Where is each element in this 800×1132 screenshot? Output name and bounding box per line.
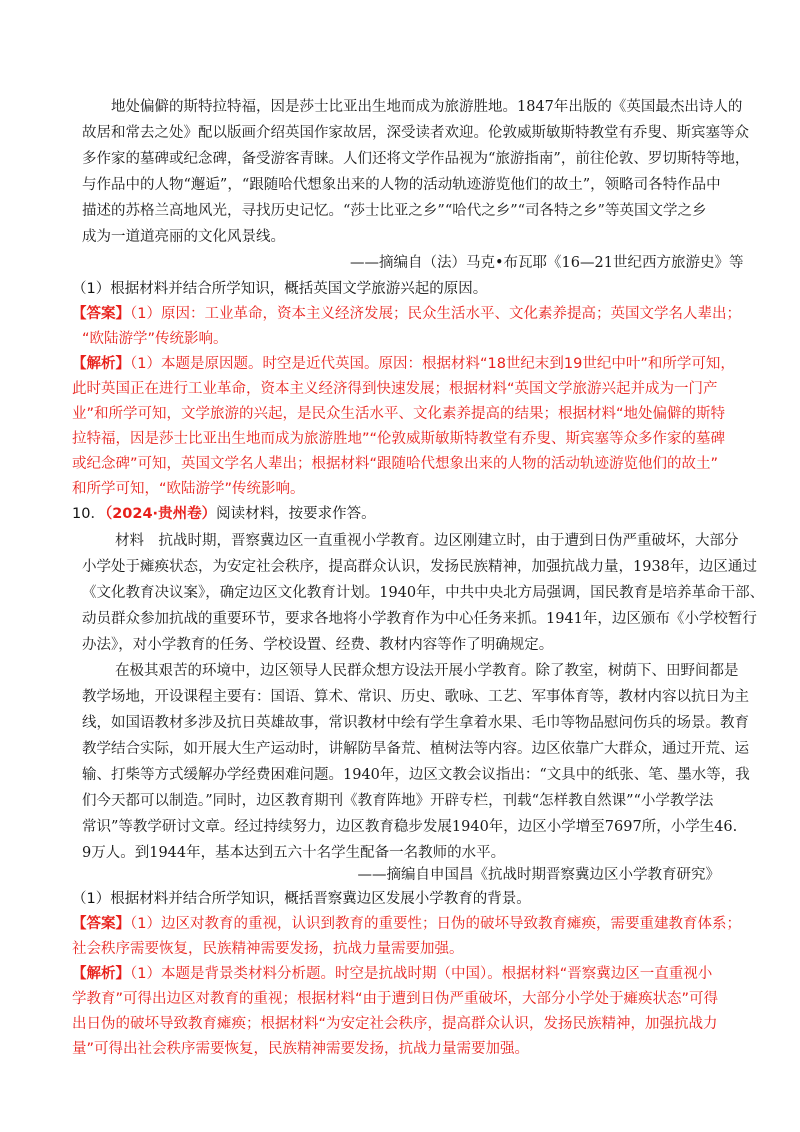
analysis-10-line: 量”可得出社会秩序需要恢复，民族精神需要发扬，抗战力量需要加强。 [72, 1041, 530, 1057]
analysis-9-line: 或纪念碑”可知，英国文学名人辈出；根据材料“跟随哈代想象出来的人物的活动轨迹游览他们的故土” [72, 456, 719, 472]
analysis-tag: 【解析】 [72, 356, 130, 372]
material-1-line: 成为一道道亮丽的文化风景线。 [82, 229, 285, 245]
analysis-tag: 【解析】 [72, 966, 130, 982]
analysis-10-line: 出日伪的破坏导致教育瘫痪；根据材料“为安定社会秩序，提高群众认识，发扬民族精神，加强抗战力 [72, 1016, 718, 1032]
material-2-line: 9万人。到1944年，基本达到五六十名学生配备一名教师的水平。 [82, 845, 506, 861]
analysis-9-line: 拉特福，因是莎士比亚出生地而成为旅游胜地”“伦敦威斯敏斯特教堂有乔叟、斯宾塞等众多作家的墓碑 [72, 431, 726, 447]
answer-10-cont: 社会秩序需要恢复，民族精神需要发扬，抗战力量需要加强。 [72, 941, 464, 957]
analysis-text: （1）本题是背景类材料分析题。时空是抗战时期（中国）。根据材料“晋察冀边区一直重视小 [130, 966, 713, 982]
material-1-line: 与作品中的人物“邂逅”，“跟随哈代想象出来的人物的活动轨迹游览他们的故土”，领略司各特作品中 [82, 177, 721, 193]
question-number: 10． [72, 506, 105, 522]
material-1-line: 故居和常去之处》配以版画介绍英国作家故居，深受读者欢迎。伦敦威斯敏斯特教堂有乔叟、斯宾塞等众 [82, 125, 749, 141]
question-10-header [72, 500, 712, 528]
answer-text: （1）边区对教育的重视，认识到教育的重要性；日伪的破坏导致教育瘫痪，需要重建教育体系； [130, 916, 741, 932]
answer-tag: 【答案】 [72, 916, 130, 932]
material-2-line: 办法》，对小学教育的任务、学校设置、经费、教材内容等作了明确规定。 [82, 637, 554, 653]
material-1-line: 多作家的墓碑或纪念碑，备受游客青睐。人们还将文学作品视为“旅游指南”，前往伦敦、罗切斯特等地， [82, 151, 750, 167]
analysis-9 [72, 350, 735, 378]
analysis-10-line: 学教育”可得出边区对教育的重视；根据材料“由于遭到日伪严重破坏，大部分小学处于瘫痪状态”可得 [72, 991, 719, 1007]
analysis-9-line: 和所学可知，“欧陆游学”传统影响。 [72, 481, 305, 497]
answer-text: （1）原因：工业革命，资本主义经济发展；民众生活水平、文化素养提高；英国文学名人辈出； [130, 306, 741, 322]
material-2-line: 小学处于瘫痪状态，为安定社会秩序，提高群众认识，发扬民族精神，加强抗战力量，1938年，边区通过 [82, 559, 757, 575]
analysis-text: （1）本题是原因题。时空是近代英国。原因：根据材料“18世纪末到19世纪中叶”和所学可知， [130, 356, 735, 372]
material-2-line: 教学结合实际，如开展大生产运动时，讲解防旱备荒、植树法等内容。边区依靠广大群众，通过开荒、运 [82, 741, 749, 757]
answer-9 [72, 300, 741, 328]
exam-source-tag: （2024·贵州卷） [104, 506, 217, 522]
analysis-9-line: 业”和所学可知，文学旅游的兴起，是民众生活水平、文化素养提高的结果；根据材料“地处偏僻的斯特 [72, 406, 726, 422]
question-prompt: 阅读材料，按要求作答。 [216, 506, 376, 522]
material-1-source: ——摘编自（法）马克•布瓦耶《16—21世纪西方旅游史》等 [350, 255, 744, 271]
material-2-line: 常识”等教学研讨文章。经过持续努力，边区教育稳步发展1940年，边区小学增至7697所，小学生46. [82, 819, 738, 835]
material-2-line: 输、打柴等方式缓解办学经费困难问题。1940年，边区文教会议指出：“文具中的纸张、笔、墨水等，我 [82, 767, 750, 783]
question-10-1: （1）根据材料并结合所学知识，概括晋察冀边区发展小学教育的背景。 [72, 891, 531, 907]
answer-tag: 【答案】 [72, 306, 130, 322]
material-2-line: 教学场地，开设课程主要有：国语、算术、常识、历史、歌咏、工艺、军事体育等，教材内容以抗日为主 [82, 689, 749, 705]
material-2-line: 材料 抗战时期，晋察冀边区一直重视小学教育。边区刚建立时，由于遭到日伪严重破坏，大部分 [115, 533, 739, 549]
answer-9-cont: “欧陆游学”传统影响。 [82, 331, 228, 347]
question-9-1: （1）根据材料并结合所学知识，概括英国文学旅游兴起的原因。 [72, 281, 488, 297]
material-2-line: 动员群众参加抗战的重要环节，要求各地将小学教育作为中心任务来抓。1941年，边区颁布《小学校暂行 [82, 611, 757, 627]
material-2-line: 《文化教育决议案》，确定边区文化教育计划。1940年，中共中央北方局强调，国民教育是培养革命干部、 [82, 585, 765, 601]
material-2-line: 在极其艰苦的环境中，边区领导人民群众想方设法开展小学教育。除了教室，树荫下、田野间都是 [115, 663, 739, 679]
analysis-10 [72, 960, 722, 988]
material-1-line: 地处偏僻的斯特拉特福，因是莎士比亚出生地而成为旅游胜地。1847年出版的《英国最杰出诗人的 [111, 99, 743, 115]
material-1-line: 描述的苏格兰高地风光，寻找历史记忆。“莎士比亚之乡”“哈代之乡”“司各特之乡”等英国文学之乡 [82, 203, 707, 219]
analysis-9-line: 此时英国正在进行工业革命，资本主义经济得到快速发展；根据材料“英国文学旅游兴起并成为一门产 [72, 381, 718, 397]
answer-10 [72, 910, 741, 938]
material-2-source: ——摘编自申国昌《抗战时期晋察冀边区小学教育研究》 [357, 867, 720, 883]
material-2-line: 们今天都可以制造。”同时，边区教育期刊《教育阵地》开辟专栏，刊载“怎样教自然课”“小学教学法 [82, 793, 714, 809]
material-2-line: 线，如国语教材多涉及抗日英雄故事，常识教材中绘有学生拿着水果、毛巾等物品慰问伤兵的场景。教育 [82, 715, 749, 731]
